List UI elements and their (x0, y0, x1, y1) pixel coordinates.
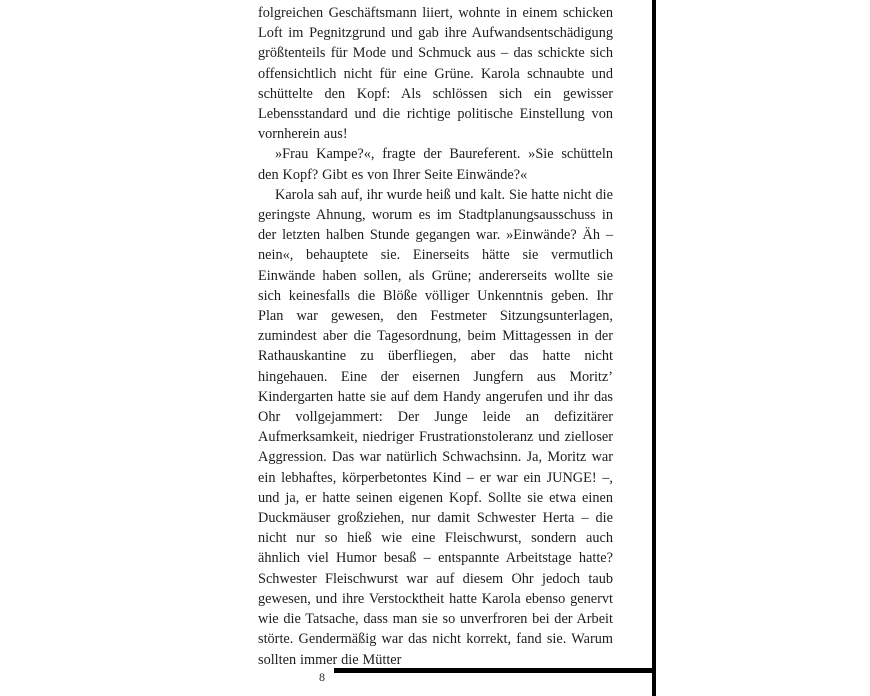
page-text-column (258, 3, 613, 670)
page-edge-right-border (652, 0, 656, 696)
paragraph-continuation: folgreichen Geschäftsmann liiert, wohnte in einem schicken Loft im Pegnitzgrund und gab ihre Aufwandsentschädigung größtenteils für Mode und Schmuck aus – das schickte sich offensichtlich nicht für eine Grüne. Karola schnaubte und schüttelte den Kopf: Als schlössen sich ein gewisser Lebensstandard und die richtige politische Einstellung von vornherein aus! (258, 5, 613, 143)
paragraph-body: Karola sah auf, ihr wurde heiß und kalt. Sie hatte nicht die geringste Ahnung, worum es im Stadtplanungsausschuss in der letzten halben Stunde gegangen war. »Einwände? Äh – nein«, behauptete sie. Einerseits hätte sie vermutlich Einwände haben sollen, als Grüne; andererseits wollte sie sich keinesfalls die Blöße völliger Unkenntnis geben. Ihr Plan war gewesen, den Festmeter Sitzungsunterlagen, zumindest aber die Tagesordnung, beim Mittagessen in der Rathauskantine zu überfliegen, aber das hatte nicht hingehauen. Eine der eisernen Jungfern aus Moritz’ Kindergarten hatte sie auf dem Handy angerufen und ihr das Ohr vollgejammert: Der Junge leide an defizitärer Aufmerksamkeit, niedriger Frustrationstoleranz und zielloser Aggression. Das war natürlich Schwachsinn. Ja, Moritz war ein lebhaftes, körperbetontes Kind – er war ein JUNGE! –, und ja, er hatte seinen eigenen Kopf. Sollte sie etwa einen Duckmäuser großziehen, nur damit Schwester Herta – die nicht nur so hieß wie eine Fleischwurst, sondern auch ähnlich viel Humor besaß – entspannte Arbeitstage hatte? Schwester Fleischwurst war auf diesem Ohr jedoch taub gewesen, und ihre Verstocktheit hatte Karola ebenso genervt wie die Tatsache, dass man sie so unverfroren bei der Arbeit störte. Gendermäßig war das nicht korrekt, fand sie. Warum sollten immer die Mütter (258, 186, 613, 668)
page-edge-bottom-border (334, 668, 652, 673)
page-number: 8 (319, 670, 325, 684)
paragraph-dialog: »Frau Kampe?«, fragte der Baureferent. »Sie schütteln den Kopf? Gibt es von Ihrer Seite Einwände?« (258, 146, 613, 183)
